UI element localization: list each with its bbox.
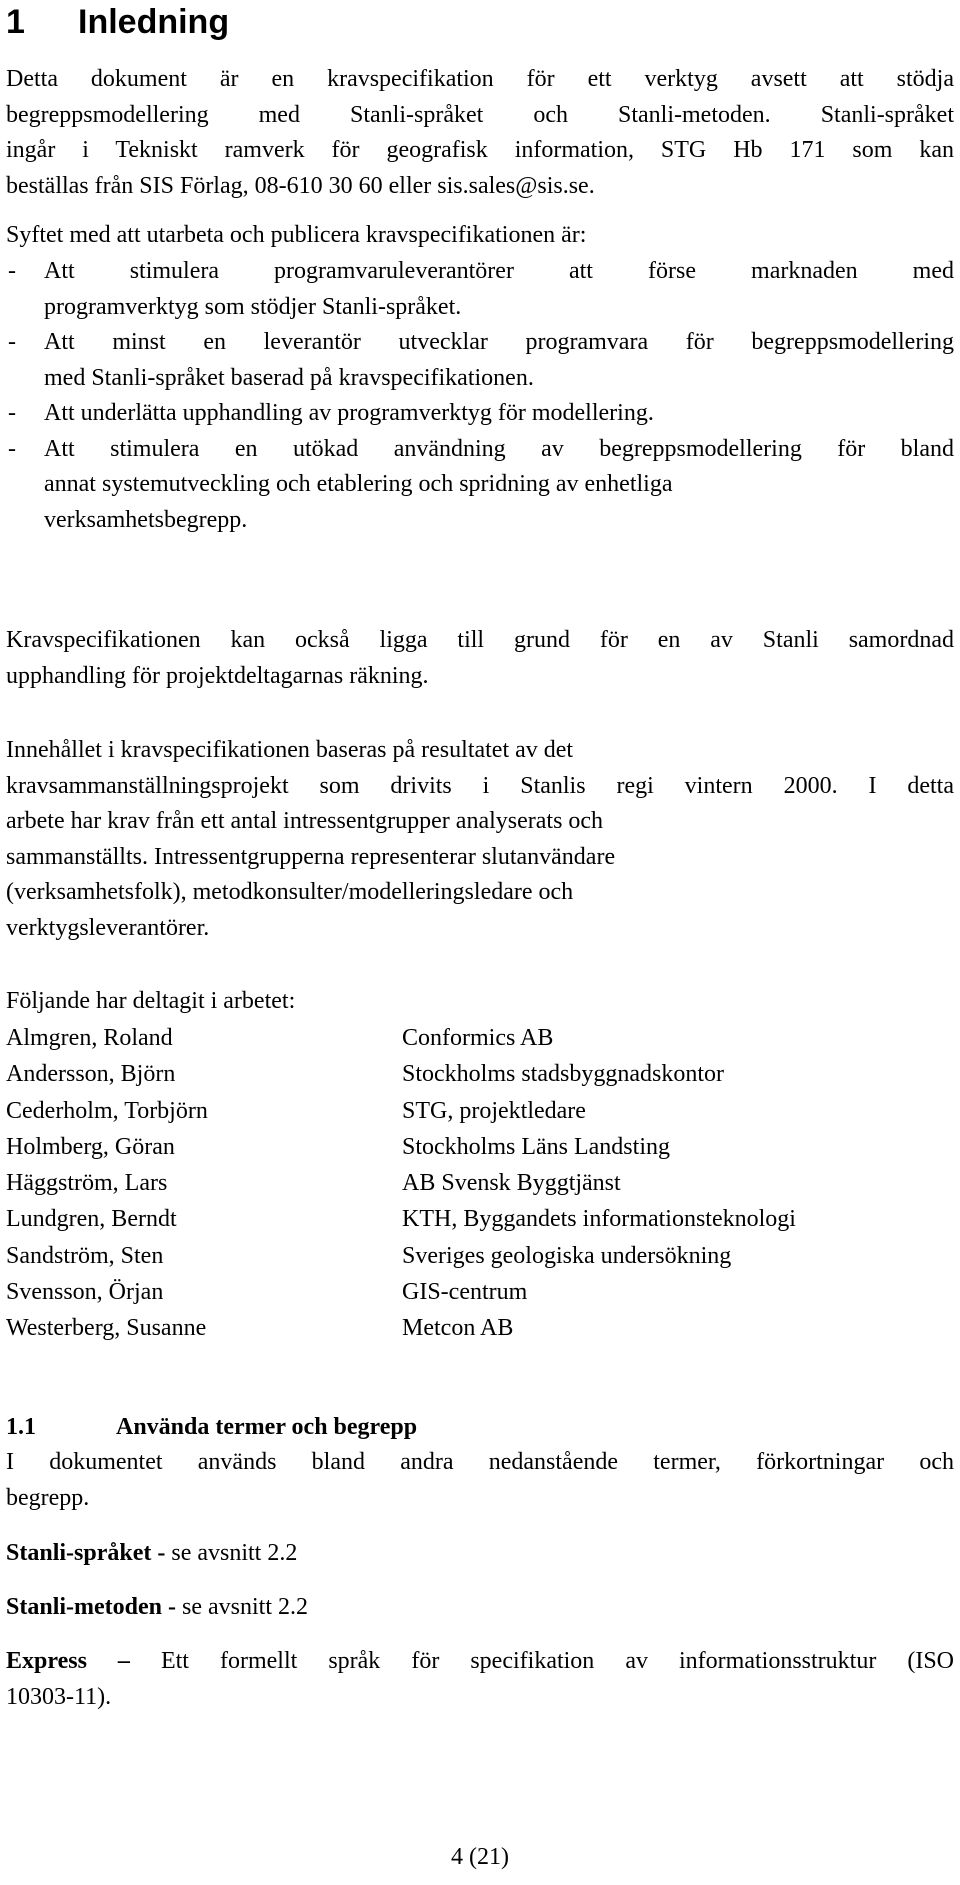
term-stanli-metoden xyxy=(6,1589,954,1625)
term-definition: se avsnitt 2.2 xyxy=(176,1594,308,1620)
participant-organization: Metcon AB xyxy=(402,1315,514,1342)
paragraph-line: kravsammanställningsprojekt som drivits i Stanlis regi vintern 2000. I detta xyxy=(6,772,954,799)
paragraph-line: sammanställts. Intressentgrupperna representerar slutanvändare xyxy=(6,843,616,870)
participant-organization: STG, projektledare xyxy=(402,1097,586,1124)
table-row xyxy=(6,1201,954,1237)
terms-intro-paragraph xyxy=(6,1445,954,1516)
participant-organization: AB Svensk Byggtjänst xyxy=(402,1170,621,1197)
heading-1-title: Inledning xyxy=(78,3,230,41)
table-row xyxy=(6,1165,954,1201)
table-row xyxy=(6,1020,954,1056)
purpose-lead-text: Syftet med att utarbeta och publicera kravspecifikationen är: xyxy=(6,222,587,248)
participants-lead-text: Följande har deltagit i arbetet: xyxy=(6,988,296,1014)
table-row xyxy=(6,1310,954,1346)
table-row xyxy=(6,1093,954,1129)
participant-organization: Stockholms stadsbyggnadskontor xyxy=(402,1061,724,1088)
list-item-line: Att stimulera en utökad användning av begreppsmodellering för bland xyxy=(44,435,954,462)
table-row xyxy=(6,1129,954,1165)
intro-line: beställas från SIS Förlag, 08-610 30 60 eller sis.sales@sis.se. xyxy=(6,172,595,199)
participant-name: Westerberg, Susanne xyxy=(6,1315,207,1342)
list-item xyxy=(6,396,954,432)
participant-organization: Sveriges geologiska undersökning xyxy=(402,1242,732,1269)
list-item-line: verksamhetsbegrepp. xyxy=(44,506,248,533)
paragraph-line: upphandling för projektdeltagarnas räkning. xyxy=(6,662,429,689)
participant-name: Lundgren, Berndt xyxy=(6,1206,177,1233)
heading-2-title: Använda termer och begrepp xyxy=(116,1414,418,1440)
paragraph-line: begrepp. xyxy=(6,1484,90,1511)
heading-2-number: 1.1 xyxy=(6,1414,36,1440)
participant-organization: Stockholms Läns Landsting xyxy=(402,1133,670,1160)
table-row xyxy=(6,1274,954,1310)
term-stanli-spraket xyxy=(6,1535,954,1571)
participant-name: Häggström, Lars xyxy=(6,1170,168,1197)
list-item-line: programverktyg som stödjer Stanli-språket. xyxy=(44,293,462,320)
participant-organization: KTH, Byggandets informationsteknologi xyxy=(402,1206,796,1233)
participant-name: Andersson, Björn xyxy=(6,1061,176,1088)
intro-line: Detta dokument är en kravspecifikation för ett verktyg avsett att stödja xyxy=(6,66,954,92)
list-item xyxy=(6,254,954,325)
document-page xyxy=(6,0,954,1885)
paragraph-line: verktygsleverantörer. xyxy=(6,914,210,941)
intro-line: ingår i Tekniskt ramverk för geografisk information, STG Hb 171 som kan xyxy=(6,137,954,163)
term-name: Express xyxy=(6,1648,87,1674)
term-definition-continued: 10303-11). xyxy=(6,1684,112,1710)
table-row xyxy=(6,1238,954,1274)
term-definition: Ett formellt språk för specifikation av informationsstruktur (ISO xyxy=(160,1648,955,1674)
list-item xyxy=(6,325,954,396)
bullet-dash: - xyxy=(8,258,16,284)
bullet-dash: - xyxy=(8,400,16,426)
procurement-paragraph xyxy=(6,623,954,694)
term-definition: se avsnitt 2.2 xyxy=(171,1540,298,1566)
participants-table xyxy=(6,1020,954,1347)
list-item-line: Att underlätta upphandling av programverktyg för modellering. xyxy=(44,400,654,426)
purpose-lead xyxy=(6,218,954,254)
heading-1 xyxy=(6,2,229,42)
heading-1-number: 1 xyxy=(6,3,25,41)
content-paragraph xyxy=(6,733,954,946)
intro-paragraph xyxy=(6,62,954,204)
list-item-line: med Stanli-språket baserad på kravspecifikationen. xyxy=(44,364,534,391)
heading-2 xyxy=(6,1410,417,1445)
list-item xyxy=(6,432,954,539)
paragraph-line: I dokumentet används bland andra nedanstående termer, förkortningar och xyxy=(6,1449,954,1475)
participant-name: Cederholm, Torbjörn xyxy=(6,1097,208,1124)
list-item-line: annat systemutveckling och etablering och spridning av enhetliga xyxy=(44,471,673,497)
purpose-list xyxy=(6,254,954,538)
bullet-dash: - xyxy=(8,435,16,462)
paragraph-line: Kravspecifikationen kan också ligga till grund för en av Stanli samordnad xyxy=(6,627,954,653)
paragraph-line: (verksamhetsfolk), metodkonsulter/modelleringsledare och xyxy=(6,879,574,905)
participant-name: Svensson, Örjan xyxy=(6,1279,164,1306)
term-name: Stanli-språket xyxy=(6,1540,152,1566)
paragraph-line: Innehållet i kravspecifikationen baseras på resultatet av det xyxy=(6,737,574,763)
participants-lead xyxy=(6,984,954,1020)
term-separator: – xyxy=(86,1648,161,1674)
term-separator: - xyxy=(151,1540,172,1566)
participant-name: Almgren, Roland xyxy=(6,1025,173,1051)
participant-name: Holmberg, Göran xyxy=(6,1133,175,1160)
term-express xyxy=(6,1643,954,1715)
participant-organization: GIS-centrum xyxy=(402,1279,528,1306)
page-number: 4 (21) xyxy=(451,1844,509,1870)
bullet-dash: - xyxy=(8,329,16,355)
term-name: Stanli-metoden - xyxy=(6,1594,176,1620)
table-row xyxy=(6,1056,954,1092)
participant-organization: Conformics AB xyxy=(402,1025,554,1051)
list-item-line: Att stimulera programvaruleverantörer att förse marknaden med xyxy=(44,258,954,284)
participant-name: Sandström, Sten xyxy=(6,1242,164,1269)
paragraph-line: arbete har krav från ett antal intressentgrupper analyserats och xyxy=(6,808,604,834)
intro-line: begreppsmodellering med Stanli-språket och Stanli-metoden. Stanli-språket xyxy=(6,101,954,128)
list-item-line: Att minst en leverantör utvecklar programvara för begreppsmodellering xyxy=(44,329,954,355)
